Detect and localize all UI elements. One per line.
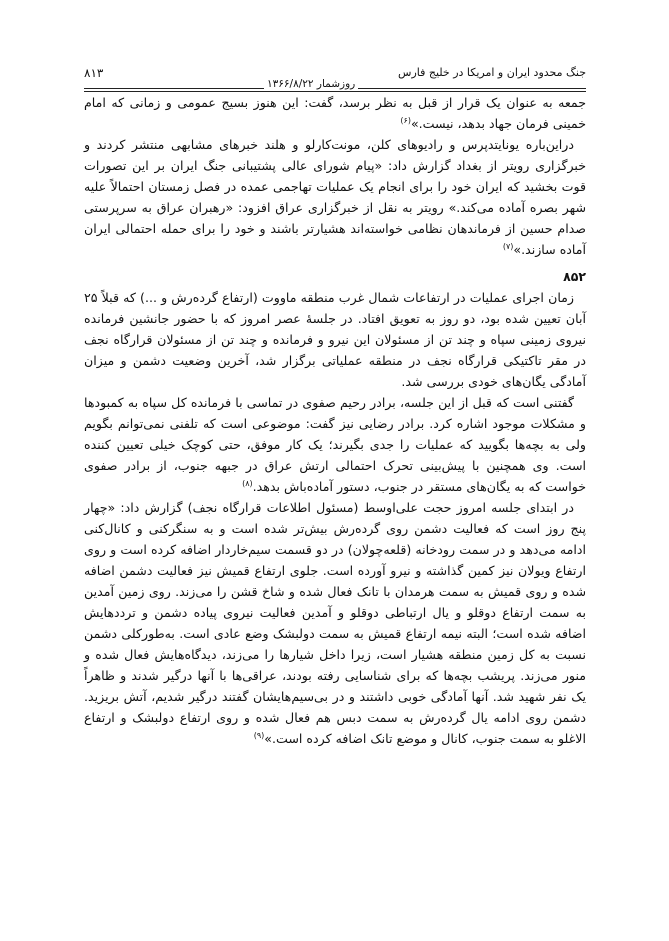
paragraph (84, 92, 586, 134)
page-number: ۸۱۳ (84, 66, 104, 80)
paragraph-text: گفتنی است که قبل از این جلسه، برادر رحیم صفوی در تماسی با فرمانده کل سپاه به کمبودها و مشکلات موجود اشاره کرد. برادر رضایی نیز گفت: موضوعی است که تلفنی نمی‌توانم بگویم ولی به بچه‌ها بگویید که عملیات را جدی بگیرند؛ یک کار موفق، حتی کوچک خیلی تعیین کننده است. وی همچنین با پیش‌بینی تحرک احتمالی ارتش عراق در جبهه جنوب، از برادر صفوی خواست که به یگان‌های مستقر در جنوب، دستور آماده‌باش بدهد. (84, 395, 586, 494)
footnote-ref: (۷) (502, 241, 514, 251)
paragraph-text: جمعه به عنوان یک قرار از قبل به نظر برسد، گفت: این هنوز بسیج عمومی و زمانی که امام خمینی فرمان جهاد بدهد، نیست.» (84, 95, 586, 131)
paragraph-text: دراین‌باره یونایتدپرس و رادیوهای کلن، مونت‌کارلو و هلند خبرهای مشابهی منتشر کردند و خبرگزاری رویتر از بغداد گزارش داد: «پیام شورای عالی پشتیبانی جنگ ایران بر این تصورات قوت بخشید که ایران خود را برای انجام یک عملیات تهاجمی عمده در فصل زمستان احتمالاً علیه شهر بصره آماده می‌کند.» رویتر به نقل از خبرگزاری عراق افزود: «رهبران عراق به سرپرستی صدام حسین از فرماندهان نظامی خواسته‌اند هشیارتر باشند و خود را برای حمله احتمالی ایران آماده سازند.» (84, 137, 586, 257)
paragraph (84, 287, 586, 392)
chronicle-date: روزشمار ۱۳۶۶/۸/۲۲ (264, 78, 358, 90)
footnote-ref: (۹) (253, 730, 265, 740)
paragraph (84, 392, 586, 497)
paragraph-text: زمان اجرای عملیات در ارتفاعات شمال غرب منطقه ماووت (ارتفاع گرده‌رش و ...) که قبلاً ۲۵ آبان تعیین شده بود، دو روز به تعویق افتاد. در جلسهٔ عصر امروز که با حضور جانشین فرمانده نیروی زمینی سپاه و چند تن از مسئولان این نیرو و فرمانده و چند تن از مسئولان قرارگاه نجف در مقر تاکتیکی قرارگاه نجف در منطقه عملیاتی برگزار شد، آخرین وضعیت دشمن و میزان آمادگی یگان‌های خودی بررسی شد. (84, 290, 586, 389)
page-body (84, 92, 586, 749)
paragraph-text: در ابتدای جلسه امروز حجت علی‌اوسط (مسئول اطلاعات قرارگاه نجف) گزارش داد: «چهار پنج روز است که فعالیت دشمن روی گرده‌رش بیش‌تر شده است و به سنگرکنی و کانال‌کنی ادامه می‌دهد و در سمت رودخانه (قلعه‌چولان) در دو قسمت سیم‌خاردار اضافه کرده است و روی ارتفاع ویولان نیز کمین گذاشته و نیرو آورده است. جلوی ارتفاع قمیش نیز فعالیت دشمن اضافه شده و روی قمیش به سمت هرمدان با تانک فعال شده و شاخ قشن را می‌زند. روی زمین آمدین به سمت ارتفاع دوقلو و یال ارتباطی دوقلو و آمدین فعالیت نیروی پیاده دشمن و ترددهایش اضافه شده است؛ البته نیمه ارتفاع قمیش به سمت دولبشک وضع عادی است. به‌طورکلی دشمن نسبت به کل زمین منطقه هشیار است، زیرا داخل شیارها را می‌زند، دیدگاه‌هایش فعال شده و منور می‌زند. پریشب بچه‌ها که برای شناسایی رفته بودند، عراقی‌ها با آنها درگیر شدند و ظاهراً یک نفر شهید شد. آنها آمادگی خوبی داشتند و در بی‌سیم‌هایشان گفتند درگیر شدیم، آتش بریزید. دشمن روی ادامه یال گرده‌رش به سمت دبس هم فعال شده و روی ارتفاع دولبشک و ارتفاع الاغلو به سمت جنوب، کانال و موضع تانک اضافه کرده است.» (84, 500, 586, 746)
section-number: ۸۵۲ (563, 269, 586, 284)
footnote-ref: (۶) (400, 115, 411, 125)
running-header (84, 64, 586, 90)
paragraph (84, 134, 586, 260)
book-title: جنگ محدود ایران و امریکا در خلیج فارس (398, 66, 586, 79)
footnote-ref: (۸) (242, 478, 253, 488)
paragraph (84, 497, 586, 749)
